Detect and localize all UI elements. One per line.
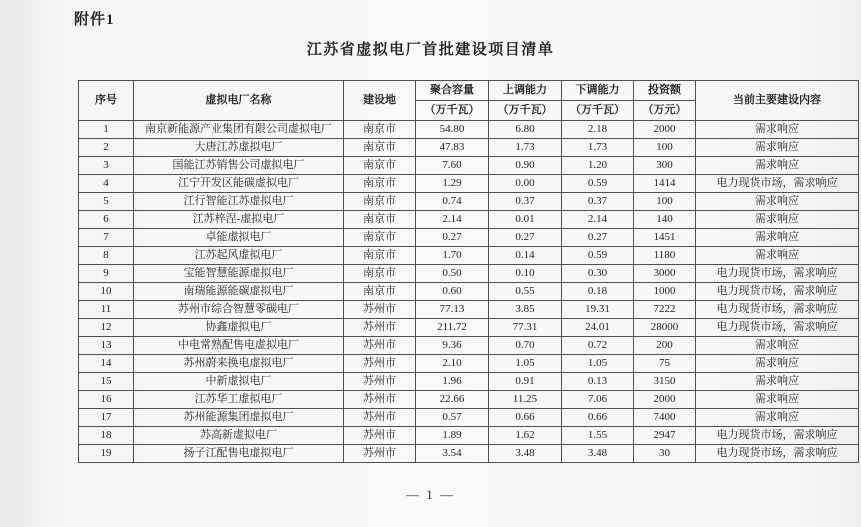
cell-investment: 1451 — [634, 229, 696, 247]
cell-location: 南京市 — [344, 265, 416, 283]
header-plant-name: 虚拟电厂名称 — [134, 81, 344, 121]
cell-construction-content: 需求响应 — [696, 355, 859, 373]
table-row — [79, 391, 859, 409]
table-row — [79, 301, 859, 319]
cell-down-capability: 0.59 — [562, 175, 634, 193]
cell-down-capability: 0.13 — [562, 373, 634, 391]
cell-location: 苏州市 — [344, 445, 416, 463]
cell-construction-content: 需求响应 — [696, 337, 859, 355]
cell-plant-name: 中电常熟配售电虚拟电厂 — [134, 337, 344, 355]
cell-down-capability: 24.01 — [562, 319, 634, 337]
cell-down-capability: 1.73 — [562, 139, 634, 157]
cell-plant-name: 苏高新虚拟电厂 — [134, 427, 344, 445]
cell-down-capability: 1.05 — [562, 355, 634, 373]
cell-up-capability: 6.80 — [489, 121, 562, 139]
cell-location: 南京市 — [344, 229, 416, 247]
header-up-capability: 上调能力 — [489, 81, 562, 101]
cell-up-capability: 0.70 — [489, 337, 562, 355]
cell-location: 苏州市 — [344, 409, 416, 427]
cell-plant-name: 苏州能源集团虚拟电厂 — [134, 409, 344, 427]
cell-up-capability: 0.90 — [489, 157, 562, 175]
cell-investment: 300 — [634, 157, 696, 175]
cell-capacity: 1.96 — [416, 373, 489, 391]
cell-investment: 30 — [634, 445, 696, 463]
table-row — [79, 373, 859, 391]
cell-investment: 2000 — [634, 121, 696, 139]
cell-capacity: 7.60 — [416, 157, 489, 175]
cell-construction-content: 需求响应 — [696, 211, 859, 229]
cell-construction-content: 需求响应 — [696, 193, 859, 211]
cell-capacity: 211.72 — [416, 319, 489, 337]
cell-index: 17 — [79, 409, 134, 427]
cell-index: 9 — [79, 265, 134, 283]
cell-down-capability: 0.30 — [562, 265, 634, 283]
cell-capacity: 0.27 — [416, 229, 489, 247]
cell-up-capability: 1.62 — [489, 427, 562, 445]
cell-construction-content: 需求响应 — [696, 409, 859, 427]
cell-down-capability: 19.31 — [562, 301, 634, 319]
cell-construction-content: 需求响应 — [696, 157, 859, 175]
cell-capacity: 0.74 — [416, 193, 489, 211]
cell-location: 南京市 — [344, 247, 416, 265]
cell-capacity: 0.50 — [416, 265, 489, 283]
header-up-capability-unit: （万千瓦） — [489, 101, 562, 121]
cell-up-capability: 0.55 — [489, 283, 562, 301]
cell-index: 6 — [79, 211, 134, 229]
cell-investment: 7400 — [634, 409, 696, 427]
cell-up-capability: 0.37 — [489, 193, 562, 211]
table-row — [79, 355, 859, 373]
cell-investment: 2947 — [634, 427, 696, 445]
cell-plant-name: 江宁开发区能碳虚拟电厂 — [134, 175, 344, 193]
cell-down-capability: 0.59 — [562, 247, 634, 265]
table-row — [79, 175, 859, 193]
cell-up-capability: 0.00 — [489, 175, 562, 193]
cell-down-capability: 0.37 — [562, 193, 634, 211]
header-index: 序号 — [79, 81, 134, 121]
cell-down-capability: 0.18 — [562, 283, 634, 301]
cell-plant-name: 扬子江配售电虚拟电厂 — [134, 445, 344, 463]
cell-index: 15 — [79, 373, 134, 391]
cell-up-capability: 0.27 — [489, 229, 562, 247]
cell-down-capability: 2.18 — [562, 121, 634, 139]
cell-up-capability: 11.25 — [489, 391, 562, 409]
cell-capacity: 47.83 — [416, 139, 489, 157]
cell-location: 苏州市 — [344, 391, 416, 409]
cell-construction-content: 电力现货市场，需求响应 — [696, 319, 859, 337]
table-row — [79, 409, 859, 427]
cell-capacity: 0.57 — [416, 409, 489, 427]
cell-down-capability: 7.06 — [562, 391, 634, 409]
cell-up-capability: 1.73 — [489, 139, 562, 157]
cell-capacity: 1.70 — [416, 247, 489, 265]
cell-location: 苏州市 — [344, 337, 416, 355]
cell-investment: 3150 — [634, 373, 696, 391]
cell-index: 10 — [79, 283, 134, 301]
cell-capacity: 22.66 — [416, 391, 489, 409]
header-investment-unit: （万元） — [634, 101, 696, 121]
table-body — [79, 121, 859, 463]
page-number: — 1 — — [406, 487, 455, 502]
cell-index: 8 — [79, 247, 134, 265]
cell-index: 18 — [79, 427, 134, 445]
cell-index: 14 — [79, 355, 134, 373]
table-row — [79, 139, 859, 157]
cell-location: 南京市 — [344, 121, 416, 139]
project-table — [78, 80, 859, 463]
cell-location: 南京市 — [344, 175, 416, 193]
cell-plant-name: 江行智能江苏虚拟电厂 — [134, 193, 344, 211]
cell-location: 苏州市 — [344, 319, 416, 337]
table-row — [79, 445, 859, 463]
cell-investment: 1180 — [634, 247, 696, 265]
cell-index: 12 — [79, 319, 134, 337]
header-down-capability: 下调能力 — [562, 81, 634, 101]
cell-construction-content: 需求响应 — [696, 373, 859, 391]
cell-investment: 100 — [634, 139, 696, 157]
cell-up-capability: 0.10 — [489, 265, 562, 283]
table-header — [79, 81, 859, 121]
cell-location: 苏州市 — [344, 355, 416, 373]
cell-plant-name: 卓能虚拟电厂 — [134, 229, 344, 247]
attachment-label: 附件1 — [74, 12, 115, 28]
cell-capacity: 2.10 — [416, 355, 489, 373]
cell-plant-name: 苏州蔚来换电虚拟电厂 — [134, 355, 344, 373]
cell-index: 4 — [79, 175, 134, 193]
cell-plant-name: 中新虚拟电厂 — [134, 373, 344, 391]
table-row — [79, 283, 859, 301]
cell-index: 19 — [79, 445, 134, 463]
table-row — [79, 247, 859, 265]
cell-index: 5 — [79, 193, 134, 211]
cell-index: 13 — [79, 337, 134, 355]
cell-location: 苏州市 — [344, 373, 416, 391]
cell-down-capability: 0.66 — [562, 409, 634, 427]
cell-construction-content: 需求响应 — [696, 247, 859, 265]
cell-construction-content: 电力现货市场，需求响应 — [696, 283, 859, 301]
cell-plant-name: 苏州市综合智慧零碳电厂 — [134, 301, 344, 319]
cell-up-capability: 0.14 — [489, 247, 562, 265]
cell-investment: 200 — [634, 337, 696, 355]
cell-capacity: 0.60 — [416, 283, 489, 301]
header-capacity: 聚合容量 — [416, 81, 489, 101]
cell-up-capability: 1.05 — [489, 355, 562, 373]
page-title: 江苏省虚拟电厂首批建设项目清单 — [306, 42, 555, 58]
table-row — [79, 193, 859, 211]
cell-up-capability: 3.48 — [489, 445, 562, 463]
cell-construction-content: 需求响应 — [696, 139, 859, 157]
cell-capacity: 1.29 — [416, 175, 489, 193]
cell-index: 1 — [79, 121, 134, 139]
cell-up-capability: 77.31 — [489, 319, 562, 337]
cell-investment: 3000 — [634, 265, 696, 283]
cell-down-capability: 3.48 — [562, 445, 634, 463]
cell-index: 7 — [79, 229, 134, 247]
cell-index: 16 — [79, 391, 134, 409]
table-row — [79, 121, 859, 139]
cell-investment: 140 — [634, 211, 696, 229]
cell-construction-content: 电力现货市场，需求响应 — [696, 265, 859, 283]
cell-down-capability: 1.20 — [562, 157, 634, 175]
cell-plant-name: 大唐江苏虚拟电厂 — [134, 139, 344, 157]
cell-plant-name: 江苏华工虚拟电厂 — [134, 391, 344, 409]
cell-investment: 1414 — [634, 175, 696, 193]
cell-construction-content: 需求响应 — [696, 229, 859, 247]
cell-plant-name: 南瑞能源能碳虚拟电厂 — [134, 283, 344, 301]
cell-investment: 7222 — [634, 301, 696, 319]
table-row — [79, 265, 859, 283]
cell-index: 11 — [79, 301, 134, 319]
cell-up-capability: 0.01 — [489, 211, 562, 229]
cell-index: 2 — [79, 139, 134, 157]
cell-construction-content: 电力现货市场，需求响应 — [696, 175, 859, 193]
cell-investment: 28000 — [634, 319, 696, 337]
table-row — [79, 319, 859, 337]
table-row — [79, 337, 859, 355]
table-row — [79, 157, 859, 175]
cell-plant-name: 宝能智慧能源虚拟电厂 — [134, 265, 344, 283]
cell-investment: 75 — [634, 355, 696, 373]
header-investment: 投资额 — [634, 81, 696, 101]
cell-up-capability: 0.66 — [489, 409, 562, 427]
cell-construction-content: 电力现货市场，需求响应 — [696, 301, 859, 319]
cell-capacity: 2.14 — [416, 211, 489, 229]
cell-capacity: 1.89 — [416, 427, 489, 445]
cell-index: 3 — [79, 157, 134, 175]
cell-construction-content: 电力现货市场，需求响应 — [696, 427, 859, 445]
cell-location: 南京市 — [344, 139, 416, 157]
cell-investment: 2000 — [634, 391, 696, 409]
header-capacity-unit: （万千瓦） — [416, 101, 489, 121]
cell-up-capability: 3.85 — [489, 301, 562, 319]
table-row — [79, 229, 859, 247]
cell-location: 苏州市 — [344, 427, 416, 445]
cell-investment: 100 — [634, 193, 696, 211]
cell-capacity: 3.54 — [416, 445, 489, 463]
cell-down-capability: 1.55 — [562, 427, 634, 445]
cell-down-capability: 2.14 — [562, 211, 634, 229]
header-construction-content: 当前主要建设内容 — [696, 81, 859, 121]
cell-down-capability: 0.72 — [562, 337, 634, 355]
cell-down-capability: 0.27 — [562, 229, 634, 247]
cell-plant-name: 江苏梓涅-虚拟电厂 — [134, 211, 344, 229]
cell-plant-name: 国能江苏销售公司虚拟电厂 — [134, 157, 344, 175]
header-down-capability-unit: （万千瓦） — [562, 101, 634, 121]
cell-plant-name: 南京新能源产业集团有限公司虚拟电厂 — [134, 121, 344, 139]
cell-investment: 1000 — [634, 283, 696, 301]
header-location: 建设地 — [344, 81, 416, 121]
cell-location: 南京市 — [344, 193, 416, 211]
cell-location: 南京市 — [344, 283, 416, 301]
table-row — [79, 211, 859, 229]
cell-capacity: 9.36 — [416, 337, 489, 355]
cell-location: 南京市 — [344, 157, 416, 175]
cell-plant-name: 协鑫虚拟电厂 — [134, 319, 344, 337]
cell-capacity: 54.80 — [416, 121, 489, 139]
cell-plant-name: 江苏起风虚拟电厂 — [134, 247, 344, 265]
cell-capacity: 77.13 — [416, 301, 489, 319]
cell-construction-content: 需求响应 — [696, 121, 859, 139]
cell-location: 南京市 — [344, 211, 416, 229]
cell-construction-content: 需求响应 — [696, 391, 859, 409]
cell-construction-content: 电力现货市场，需求响应 — [696, 445, 859, 463]
cell-up-capability: 0.91 — [489, 373, 562, 391]
table-row — [79, 427, 859, 445]
cell-location: 苏州市 — [344, 301, 416, 319]
